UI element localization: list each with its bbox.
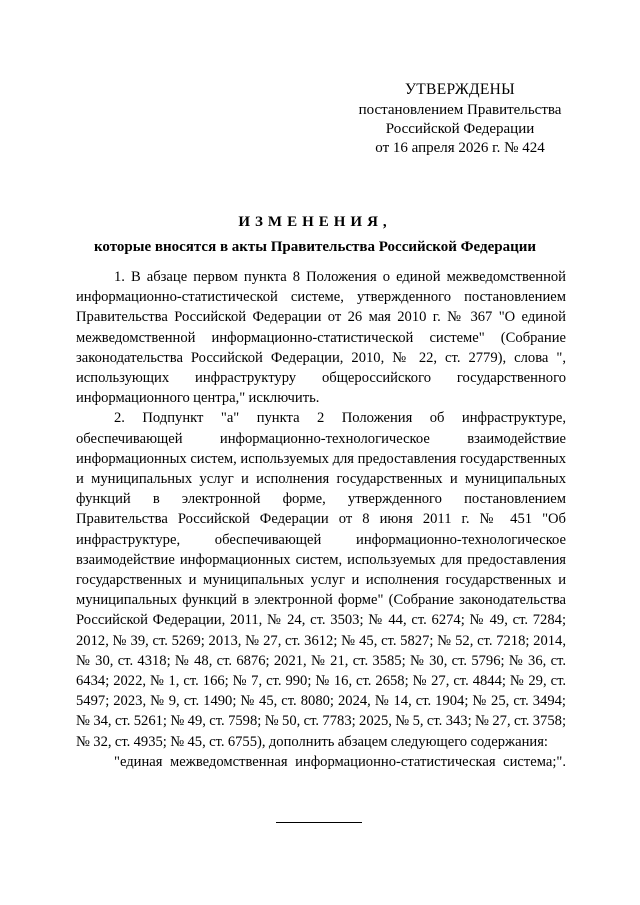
approval-line-decree: постановлением Правительства bbox=[358, 102, 562, 118]
document-body bbox=[76, 267, 566, 772]
paragraph-3: "единая межведомственная информационно-статистическая система;". bbox=[114, 753, 566, 770]
document-subtitle: которые вносятся в акты Правительства Российской Федерации bbox=[93, 239, 537, 255]
document-heading bbox=[60, 213, 570, 257]
paragraph-1: 1. В абзаце первом пункта 8 Положения о единой межведомственной информационно-статистической системе, утвержденного постановлением Правительства Российской Федерации от 26 мая 2010 г. № 367 "О единой межведомственной информационно-статистической системе" (Собрание законодательства Российской Федерации, 2010, № 22, ст. 2779), слова ", использующих инфраструктуру общероссийского государственного информационного центра," исключить. bbox=[76, 269, 566, 407]
approval-title: УТВЕРЖДЕНЫ bbox=[405, 81, 515, 98]
approval-block bbox=[340, 80, 580, 158]
document-title: ИЗМЕНЕНИЯ, bbox=[238, 214, 392, 230]
end-divider bbox=[276, 822, 362, 823]
approval-line-date: от 16 апреля 2026 г. № 424 bbox=[375, 140, 545, 156]
paragraph-2: 2. Подпункт "а" пункта 2 Положения об инфраструктуре, обеспечивающей информационно-технологическое взаимодействие информационных систем, используемых для предоставления государственных и муниципальных услуг и исполнения государственных и муниципальных функций в электронной форме, утвержденного постановлением Правительства Российской Федерации от 8 июня 2011 г. № 451 "Об инфраструктуре, обеспечивающей информационно-технологическое взаимодействие информационных систем, используемых для предоставления государственных и муниципальных услуг и исполнения государственных и муниципальных функций в электронной форме" (Собрание законодательства Российской Федерации, 2011, № 24, ст. 3503; № 44, ст. 6274; № 49, ст. 7284; 2012, № 39, ст. 5269; 2013, № 27, ст. 3612; № 45, ст. 5827; № 52, ст. 7218; 2014, № 30, ст. 4318; № 48, ст. 6876; 2021, № 21, ст. 3585; № 30, ст. 5796; № 36, ст. 6434; 2022, № 1, ст. 166; № 7, ст. 990; № 16, ст. 2658; № 27, ст. 4844; № 29, ст. 5497; 2023, № 9, ст. 1490; № 45, ст. 8080; 2024, № 14, ст. 1904; № 25, ст. 3494; № 34, ст. 5261; № 49, ст. 7598; № 50, ст. 7783; 2025, № 5, ст. 343; № 27, ст. 3758; № 32, ст. 4935; № 45, ст. 6755), дополнить абзацем следующего содержания: bbox=[76, 410, 566, 750]
approval-line-government: Российской Федерации bbox=[385, 121, 535, 137]
